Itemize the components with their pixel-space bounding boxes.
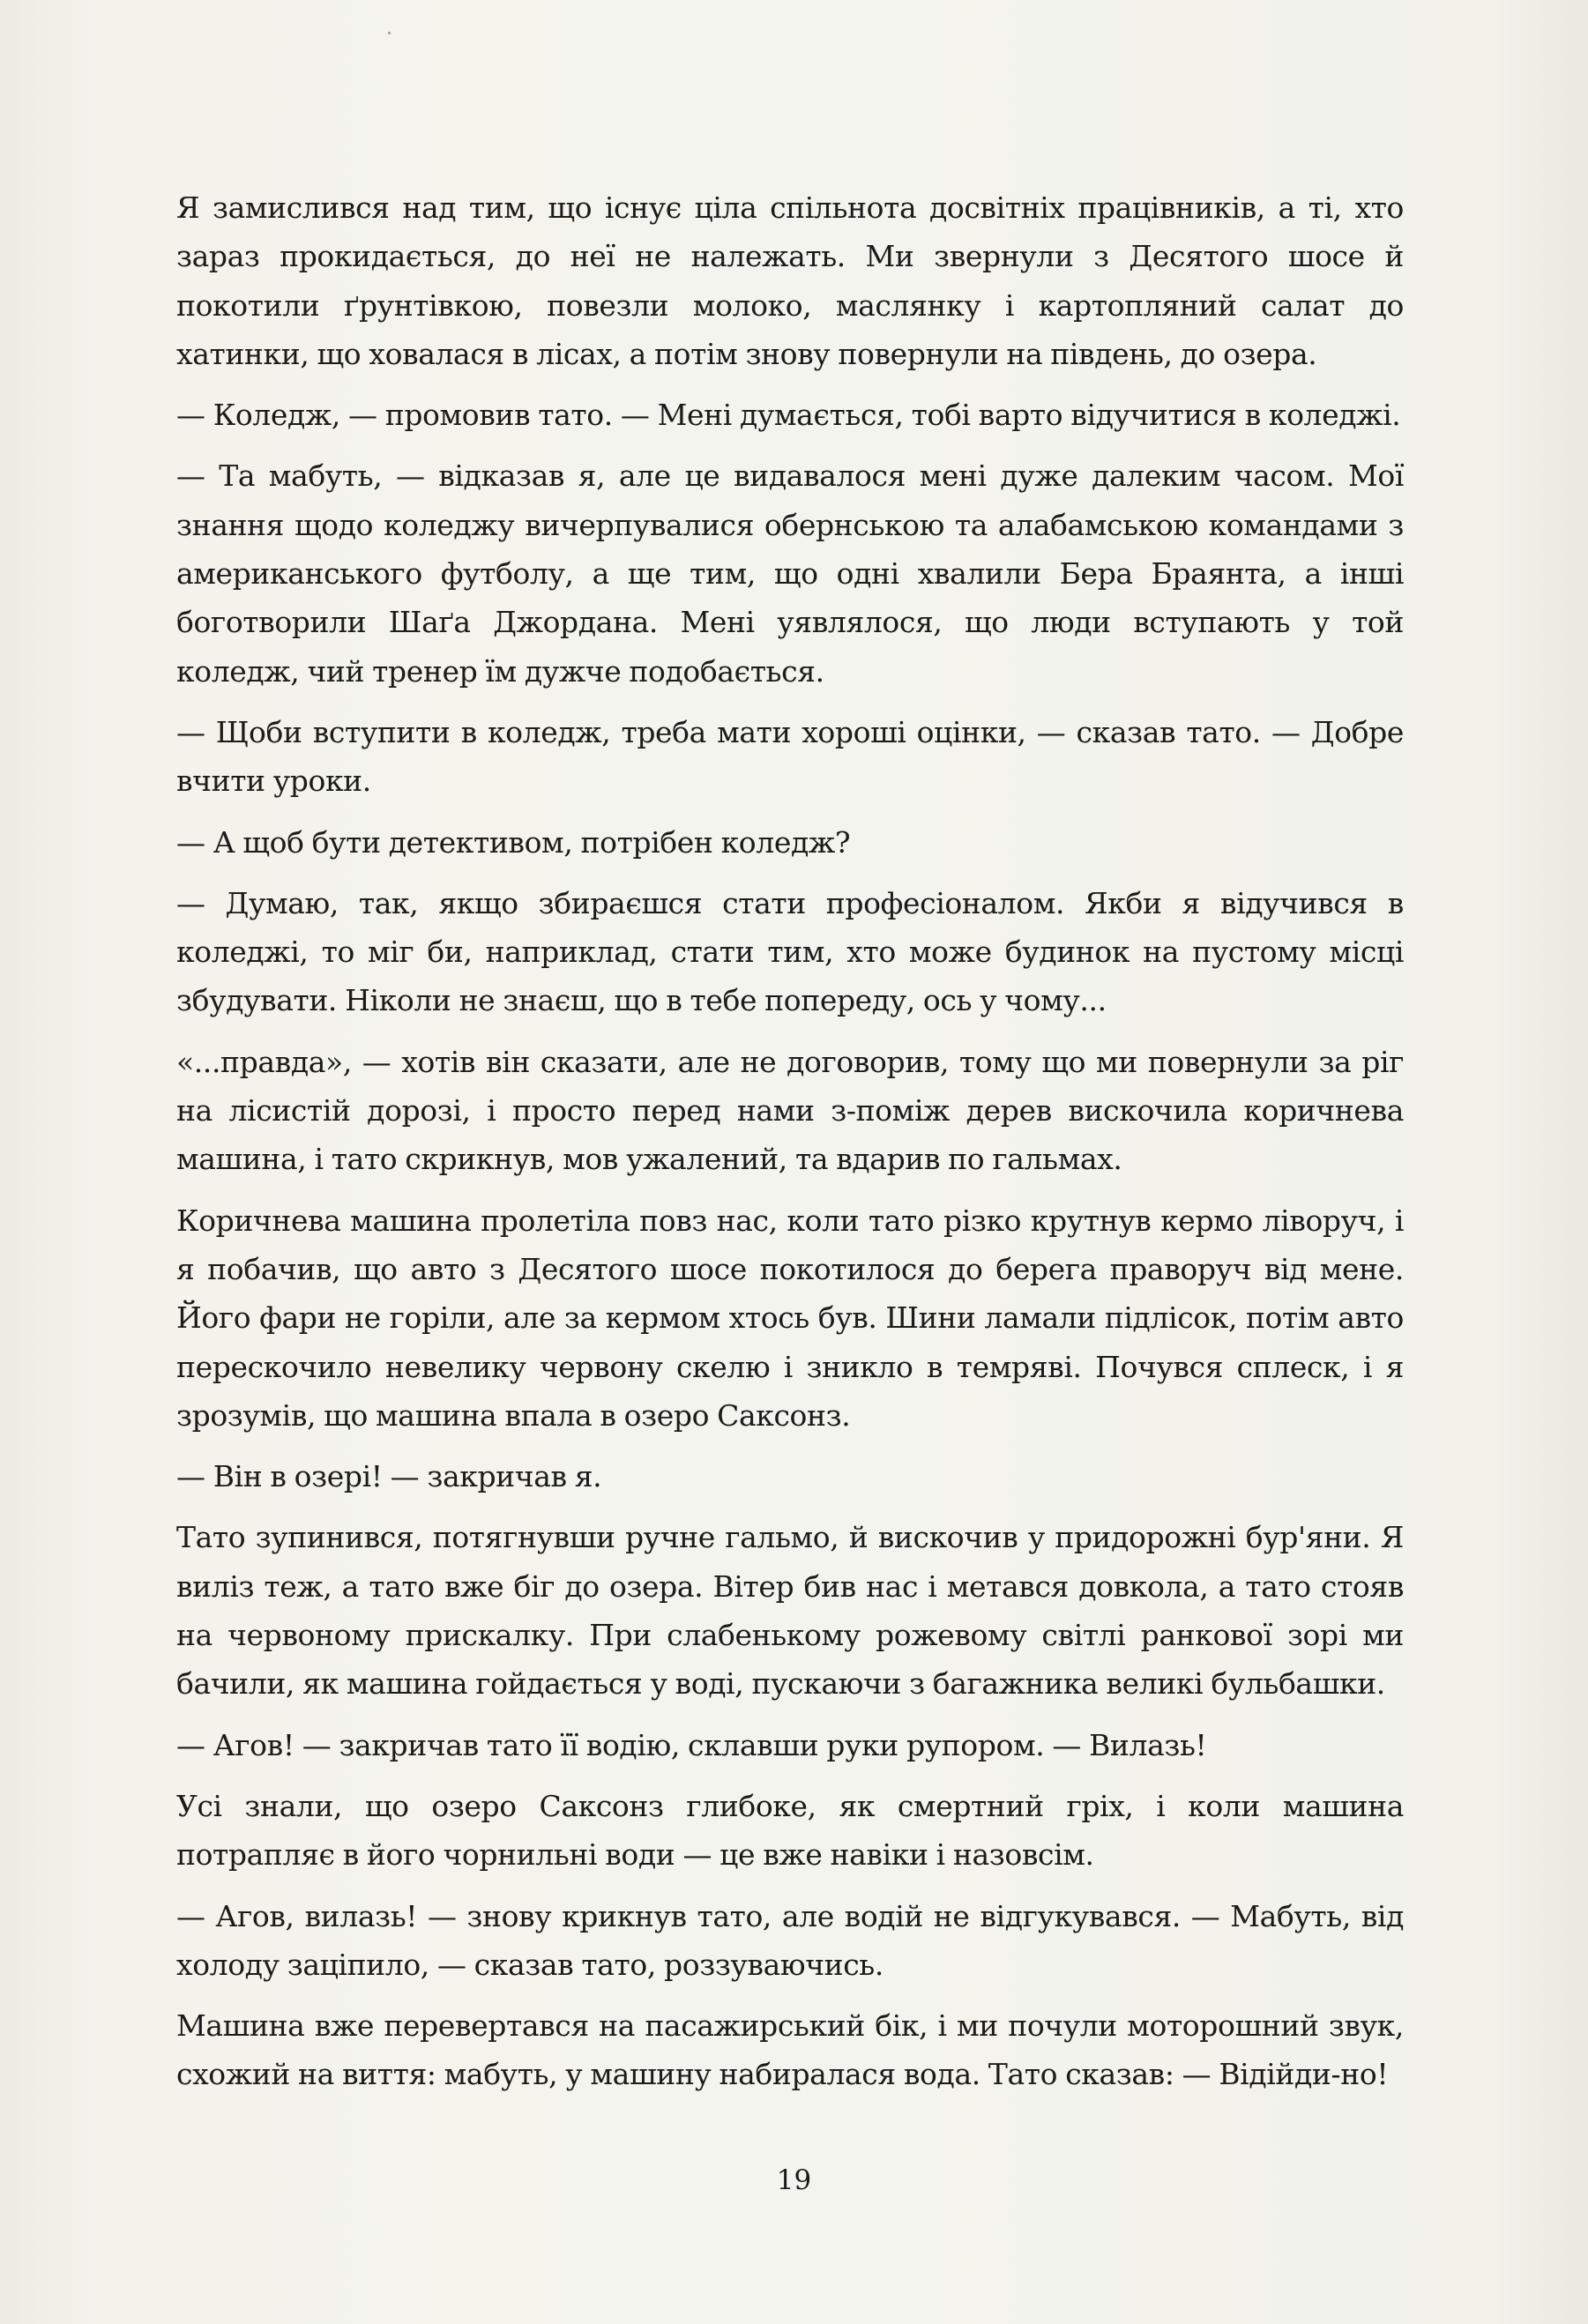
paragraph: Тато зупинився, потягнувши ручне гальмо, й вискочив у придорожні бур'яни. Я виліз теж, а тато вже біг до озера. Вітер бив нас і метався довкола, а тато стояв на червоному прискалку. При слабенькому рожевому світлі ранкової зорі ми бачили, як машина гойдається у воді, пускаючи з багажника великі бульбашки. bbox=[176, 1520, 1404, 1702]
paragraph: — Він в озері! — закричав я. bbox=[176, 1459, 602, 1494]
paragraph: Коричнева машина пролетіла повз нас, коли тато різко крутнув кермо ліворуч, і я побачив, що авто з Десятого шосе покотилося до берега праворуч від мене. Його фари не горіли, але за кермом хтось був. Шини ламали підлісок, потім авто перескочило невелику червону скелю і зникло в темряві. Почувся сплеск, і я зрозумів, що машина впала в озеро Саксонз. bbox=[176, 1203, 1404, 1433]
body-text bbox=[176, 183, 1404, 2099]
paragraph: Усі знали, що озеро Саксонз глибоке, як смертний гріх, і коли машина потрапляє в його чорнильні води — це вже навіки і назовсім. bbox=[176, 1788, 1404, 1873]
paragraph: Я замислився над тим, що існує ціла спільнота досвітніх працівників, а ті, хто зараз прокидається, до неї не належать. Ми звернули з Десятого шосе й покотили ґрунтівкою, повезли молоко, маслянку і картопляний салат до хатинки, що ховалася в лісах, а потім знову повернули на південь, до озера. bbox=[176, 190, 1404, 371]
paragraph: — Агов, вилазь! — знову крикнув тато, але водій не відгукувався. — Мабуть, від холоду заціпило, — сказав тато, роззуваючись. bbox=[176, 1898, 1404, 1982]
page-number: 19 bbox=[776, 2164, 812, 2196]
paragraph: — А щоб бути детективом, потрібен коледж? bbox=[176, 824, 851, 860]
paragraph: — Та мабуть, — відказав я, але це видавалося мені дуже далеким часом. Мої знання щодо коледжу вичерпувалися обернською та алабамською командами з американського футболу, а ще тим, що одні хвалили Бера Браянта, а інші боготворили Шаґа Джордана. Мені уявлялося, що люди вступають у той коледж, чий тренер їм дужче подобається. bbox=[176, 458, 1404, 689]
paragraph: — Агов! — закричав тато її водію, склавши руки рупором. — Вилазь! bbox=[176, 1727, 1207, 1762]
paragraph: «...правда», — хотів він сказати, але не договорив, тому що ми повернули за ріг на лісистій дорозі, і просто перед нами з-поміж дерев вискочила коричнева машина, і тато скрикнув, мов ужалений, та вдарив по гальмах. bbox=[176, 1044, 1404, 1177]
paragraph: — Щоби вступити в коледж, треба мати хороші оцінки, — сказав тато. — Добре вчити уроки. bbox=[176, 714, 1404, 799]
paper-speck bbox=[388, 32, 391, 34]
paragraph: Машина вже перевертався на пасажирський бік, і ми почули моторошний звук, схожий на виття: мабуть, у машину набиралася вода. Тато сказав: — Відійди-но! bbox=[176, 2008, 1404, 2092]
paragraph: — Думаю, так, якщо збираєшся стати професіоналом. Якби я відучився в коледжі, то міг би, наприклад, стати тим, хто може будинок на пустому місці збудувати. Ніколи не знаєш, що в тебе попереду, ось у чому... bbox=[176, 885, 1404, 1018]
paragraph: — Коледж, — промовив тато. — Мені думається, тобі варто відучитися в коледжі. bbox=[176, 398, 1401, 433]
